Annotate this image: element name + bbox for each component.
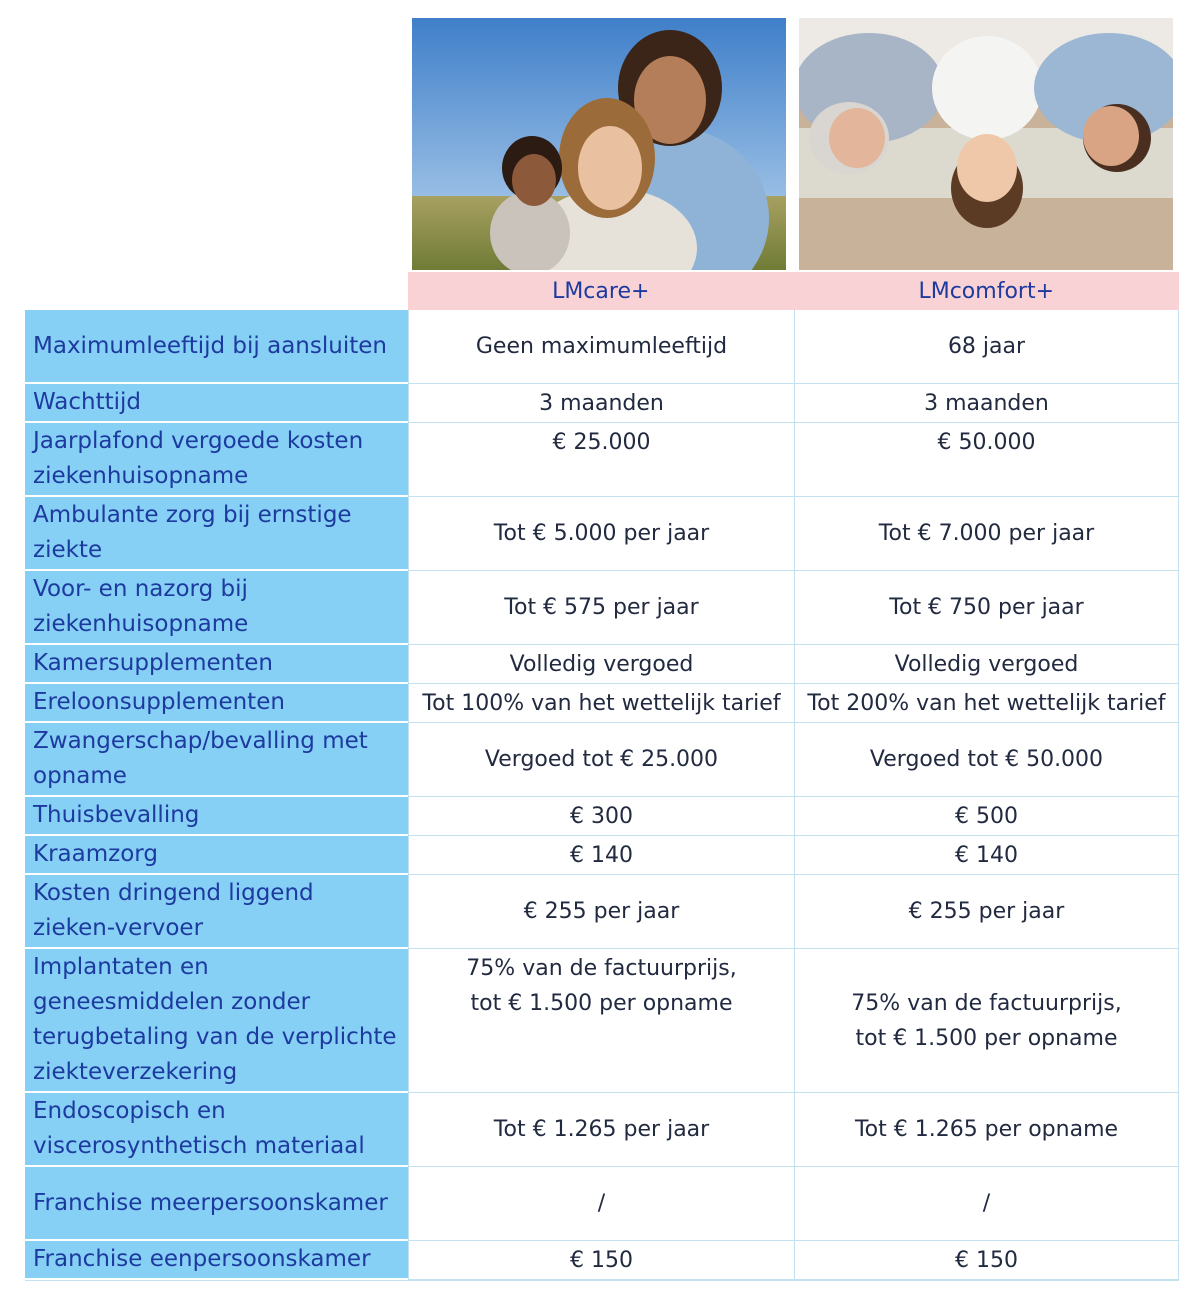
cell-value: Tot € 1.265 per opname [854, 1117, 1119, 1142]
cell-lmcare [408, 310, 794, 384]
cell-lmcare [408, 836, 794, 875]
cell-lmcomfort [794, 1241, 1179, 1280]
cell-value: Geen maximumleeftijd [475, 334, 728, 359]
cell-lmcomfort [794, 723, 1179, 797]
cell-value: 3 maanden [539, 390, 664, 416]
cell-value: € 50.000 [937, 430, 1036, 455]
row-label: Zwangerschap/bevalling met opname [25, 723, 408, 797]
cell-lmcomfort [794, 310, 1179, 384]
row-label: Thuisbevalling [25, 797, 408, 836]
cell-value: Tot € 750 per jaar [889, 595, 1084, 620]
cell-lmcomfort [794, 1093, 1179, 1167]
comparison-table [25, 310, 1179, 1281]
cell-lmcomfort [794, 645, 1179, 684]
cell-value: € 150 [955, 1247, 1018, 1273]
cell-value: € 25.000 [552, 430, 651, 455]
cell-lmcare [408, 684, 794, 723]
row-label: Voor- en nazorg bij ziekenhuisopname [25, 571, 408, 645]
cell-lmcomfort [794, 684, 1179, 723]
cell-lmcomfort [794, 797, 1179, 836]
cell-value: / [982, 1191, 991, 1216]
cell-lmcare [408, 571, 794, 645]
cell-value: Vergoed tot € 25.000 [484, 747, 719, 772]
cell-value: Tot 100% van het wettelijk tarief [422, 690, 781, 716]
cell-value: € 140 [955, 842, 1018, 868]
row-label: Ereloonsupplementen [25, 684, 408, 723]
cell-value: € 150 [570, 1247, 633, 1273]
cell-value: Volledig vergoed [894, 651, 1079, 677]
row-label: Kraamzorg [25, 836, 408, 875]
row-label: Kosten dringend liggend zieken-vervoer [25, 875, 408, 949]
cell-lmcare [408, 645, 794, 684]
row-label: Franchise eenpersoonskamer [25, 1241, 408, 1280]
cell-value: € 500 [955, 803, 1018, 829]
row-label: Implantaten en geneesmiddelen zonder terugbetaling van de verplichte ziekteverzekering [25, 949, 408, 1093]
cell-value: Vergoed tot € 50.000 [869, 747, 1104, 772]
cell-lmcomfort [794, 836, 1179, 875]
cell-value: € 255 per jaar [523, 899, 680, 924]
row-label: Maximumleeftijd bij aansluiten [25, 310, 408, 384]
cell-lmcomfort [794, 875, 1179, 949]
cell-lmcare [408, 797, 794, 836]
product-name-lmcare: LMcare+ [552, 278, 650, 304]
cell-value: € 140 [570, 842, 633, 868]
row-label: Endoscopisch en viscerosynthetisch materiaal [25, 1093, 408, 1167]
cell-lmcomfort [794, 384, 1179, 423]
cell-value: € 255 per jaar [908, 899, 1065, 924]
cell-lmcare [408, 1167, 794, 1241]
product-header [408, 272, 1179, 310]
row-label: Ambulante zorg bij ernstige ziekte [25, 497, 408, 571]
cell-value: 75% van de factuurprijs, tot € 1.500 per opname [851, 990, 1122, 1051]
cell-lmcare [408, 949, 794, 1093]
cell-lmcare [408, 723, 794, 797]
cell-lmcare [408, 1093, 794, 1167]
cell-value: Tot € 5.000 per jaar [493, 521, 710, 546]
cell-value: Tot € 1.265 per jaar [493, 1117, 710, 1142]
family-with-child-outdoors-image [412, 18, 786, 270]
cell-value: 75% van de factuurprijs, tot € 1.500 per opname [466, 956, 737, 1016]
cell-lmcomfort [794, 571, 1179, 645]
cell-lmcomfort [794, 1167, 1179, 1241]
cell-value: € 300 [570, 803, 633, 829]
cell-lmcare [408, 384, 794, 423]
product-name-lmcomfort: LMcomfort+ [918, 278, 1055, 304]
cell-lmcomfort [794, 949, 1179, 1093]
cell-lmcare [408, 497, 794, 571]
row-label: Kamersupplementen [25, 645, 408, 684]
cell-value: Tot € 7.000 per jaar [878, 521, 1095, 546]
cell-lmcare [408, 423, 794, 497]
cell-lmcomfort [794, 497, 1179, 571]
cell-lmcare [408, 875, 794, 949]
row-label: Jaarplafond vergoede kosten ziekenhuisopname [25, 423, 408, 497]
cell-lmcare [408, 1241, 794, 1280]
cell-value: Volledig vergoed [509, 651, 694, 677]
family-lying-on-bed-image [799, 18, 1173, 270]
cell-lmcomfort [794, 423, 1179, 497]
cell-value: 68 jaar [947, 334, 1026, 359]
cell-value: / [597, 1191, 606, 1216]
cell-value: Tot 200% van het wettelijk tarief [807, 690, 1166, 716]
row-label: Wachttijd [25, 384, 408, 423]
cell-value: 3 maanden [924, 390, 1049, 416]
cell-value: Tot € 575 per jaar [504, 595, 699, 620]
row-label: Franchise meerpersoonskamer [25, 1167, 408, 1241]
